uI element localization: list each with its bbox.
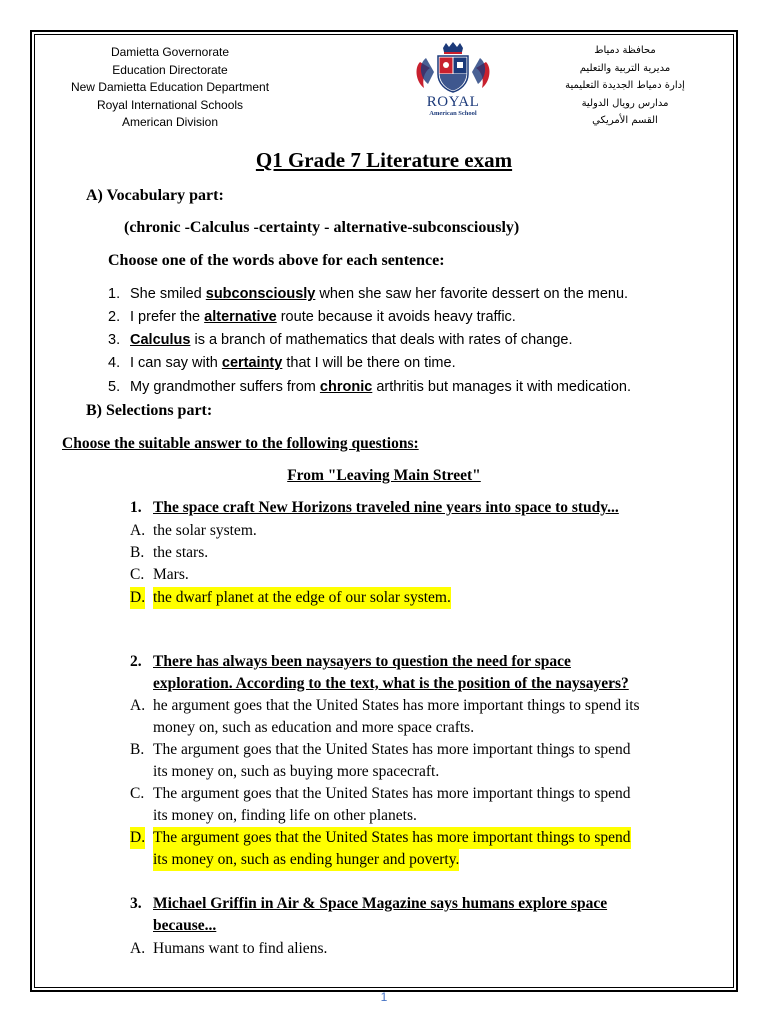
word-bank: (chronic -Calculus -certainty - alternative-subconsciously) [124,219,520,236]
question-text: because... [153,917,217,934]
vocab-item: 5. My grandmother suffers from chronic arthritis but manages it with medication. [108,379,631,395]
vocab-item: 2. I prefer the alternative route because it avoids heavy traffic. [108,309,516,325]
exam-title: Q1 Grade 7 Literature exam [255,148,513,172]
school-logo [412,42,494,122]
vocab-item: 1. She smiled subconsciously when she saw her favorite dessert on the menu. [108,286,629,302]
header-line: Education Directorate [112,62,228,77]
header-line: مدارس رويال الدولية [581,97,669,109]
vocab-answer: subconsciously [205,286,316,302]
vocab-answer: certainty [221,355,283,371]
question-text: The space craft New Horizons traveled nine years into space to study... [153,499,619,516]
header-line: Royal International Schools [96,97,244,112]
vocab-item: 4. I can say with certainty that I will be there on time. [108,355,456,371]
vocab-answer: alternative [204,309,277,325]
logo-subtitle: American School [429,110,477,117]
logo-wordmark: ROYAL [426,94,480,110]
header-arabic [548,42,702,130]
header-line: American Division [121,115,219,130]
vocab-answer: chronic [319,379,373,395]
vocab-instruction: Choose one of the words above for each sentence: [108,252,445,269]
header-line: New Damietta Education Department [70,80,270,95]
header-line: إدارة دمياط الجديدة التعليمية [565,80,685,92]
header-line: القسم الأمريكي [592,115,658,127]
question-text: Michael Griffin in Air & Space Magazine says humans explore space [153,895,608,912]
header-english [58,44,282,132]
question-text: There has always been naysayers to question the need for space [153,653,571,670]
source-title: From "Leaving Main Street" [287,467,481,484]
selections-instruction: Choose the suitable answer to the following questions: [62,435,419,452]
header-line: محافظة دمياط [594,45,656,56]
vocab-answer: Calculus [130,332,191,348]
vocab-item: 3. Calculus is a branch of mathematics that deals with rates of change. [108,332,573,348]
crest-icon [412,42,494,94]
selections-heading: B) Selections part: [86,402,213,419]
vocab-heading: A) Vocabulary part: [86,187,224,204]
page-number: 1 [380,990,388,1004]
question-text: exploration. According to the text, what is the position of the naysayers? [153,675,629,692]
header-line: Damietta Governorate [110,45,230,59]
header-line: مديرية التربية والتعليم [579,62,671,74]
